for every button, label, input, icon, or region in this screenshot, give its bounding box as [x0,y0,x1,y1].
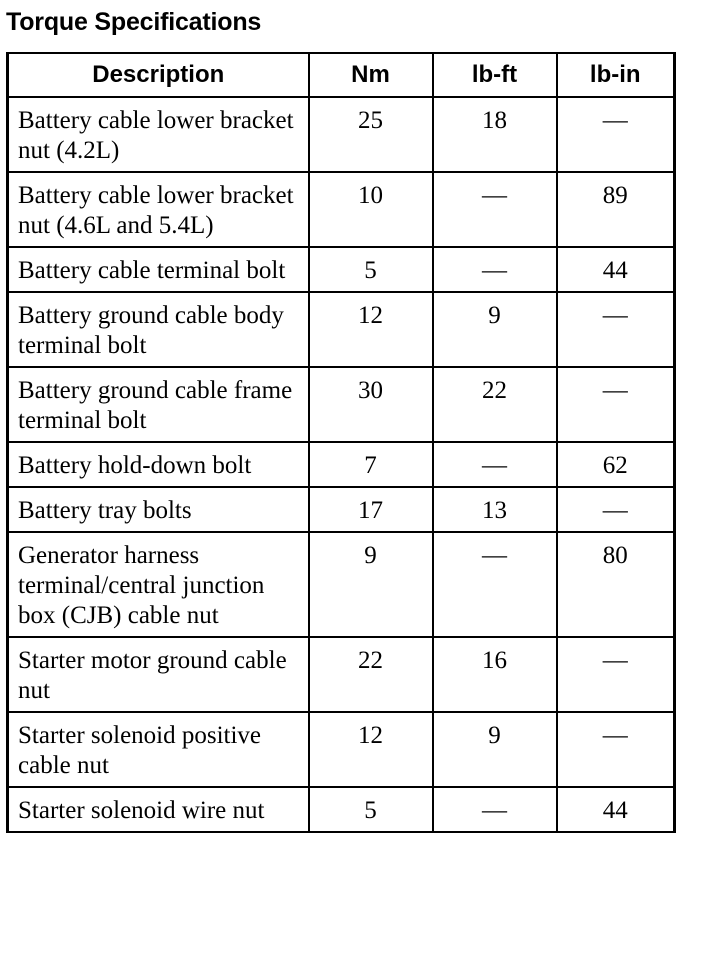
lb-ft-cell: — [433,172,557,247]
lb-in-cell: — [557,292,675,367]
table-row [8,532,675,637]
column-header-description: Description [8,53,309,97]
table-row [8,712,675,787]
nm-cell: 5 [309,247,433,292]
description-cell: Battery hold-down bolt [8,442,309,487]
lb-in-cell: — [557,487,675,532]
table-row [8,787,675,832]
column-header-lb-in: lb-in [557,53,675,97]
lb-ft-cell: 9 [433,712,557,787]
lb-ft-cell: 18 [433,97,557,172]
table-body [8,97,675,832]
table-row [8,247,675,292]
description-cell: Generator harness terminal/central junction box (CJB) cable nut [8,532,309,637]
page-title: Torque Specifications [6,8,262,36]
description-cell: Starter solenoid positive cable nut [8,712,309,787]
nm-cell: 9 [309,532,433,637]
lb-in-cell: 80 [557,532,675,637]
table-row [8,97,675,172]
description-cell: Battery ground cable body terminal bolt [8,292,309,367]
lb-in-cell: — [557,637,675,712]
nm-cell: 12 [309,712,433,787]
lb-ft-cell: — [433,247,557,292]
nm-cell: 22 [309,637,433,712]
lb-in-cell: — [557,97,675,172]
description-cell: Battery cable lower bracket nut (4.6L and 5.4L) [8,172,309,247]
nm-cell: 17 [309,487,433,532]
table-row [8,367,675,442]
table-row [8,292,675,367]
torque-specifications-table [6,52,676,833]
table-row [8,172,675,247]
lb-in-cell: — [557,367,675,442]
lb-ft-cell: — [433,442,557,487]
description-cell: Battery tray bolts [8,487,309,532]
lb-ft-cell: 13 [433,487,557,532]
description-cell: Starter solenoid wire nut [8,787,309,832]
nm-cell: 7 [309,442,433,487]
nm-cell: 10 [309,172,433,247]
description-cell: Battery cable terminal bolt [8,247,309,292]
nm-cell: 25 [309,97,433,172]
nm-cell: 5 [309,787,433,832]
description-cell: Starter motor ground cable nut [8,637,309,712]
table-row [8,442,675,487]
lb-ft-cell: — [433,787,557,832]
lb-ft-cell: — [433,532,557,637]
lb-ft-cell: 9 [433,292,557,367]
nm-cell: 30 [309,367,433,442]
column-header-lb-ft: lb-ft [433,53,557,97]
table-row [8,637,675,712]
lb-ft-cell: 16 [433,637,557,712]
description-cell: Battery ground cable frame terminal bolt [8,367,309,442]
lb-in-cell: 44 [557,247,675,292]
lb-ft-cell: 22 [433,367,557,442]
lb-in-cell: 89 [557,172,675,247]
table-header-row [8,53,675,97]
lb-in-cell: — [557,712,675,787]
lb-in-cell: 44 [557,787,675,832]
lb-in-cell: 62 [557,442,675,487]
nm-cell: 12 [309,292,433,367]
description-cell: Battery cable lower bracket nut (4.2L) [8,97,309,172]
table-row [8,487,675,532]
column-header-nm: Nm [309,53,433,97]
